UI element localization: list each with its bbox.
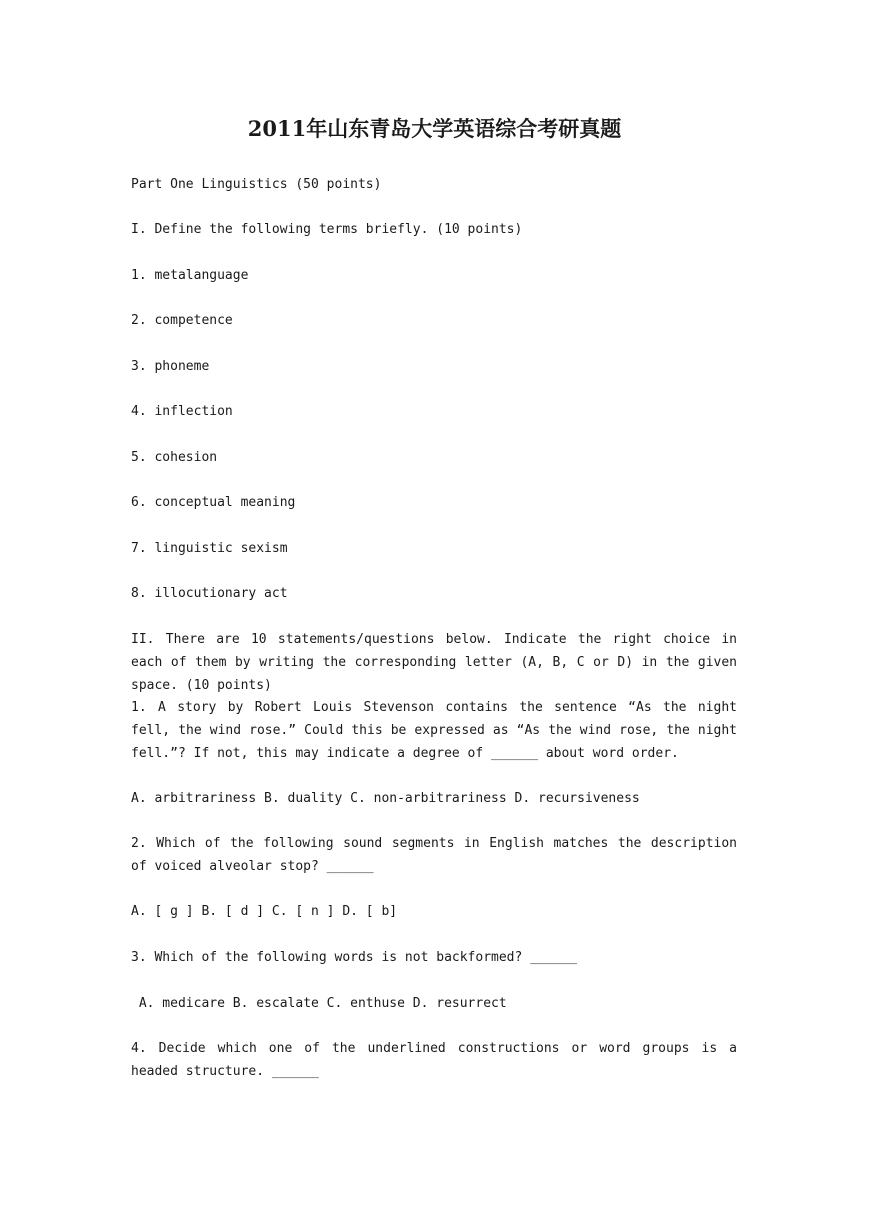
term-item: 2. competence (131, 313, 233, 328)
section-heading: II. There are 10 statements/questions below. Indicate the right choice in each of them by writing the corresponding letter (A, B, C or D) in the given space. (10 points) (131, 632, 737, 693)
part-heading: Part One Linguistics (50 points) (131, 177, 382, 192)
term-item: 8. illocutionary act (131, 586, 288, 601)
term-item: 6. conceptual meaning (131, 495, 296, 510)
term-item: 1. metalanguage (131, 268, 249, 283)
term-item: 3. phoneme (131, 359, 210, 374)
term-item: 7. linguistic sexism (131, 541, 288, 556)
question-options: A. arbitrariness B. duality C. non-arbitrariness D. recursiveness (131, 791, 640, 806)
section-heading: I. Define the following terms briefly. (10 points) (131, 222, 523, 237)
term-item: 5. cohesion (131, 450, 218, 465)
page-title: 2011年山东青岛大学英语综合考研真题 (247, 116, 622, 141)
question-stem: 2. Which of the following sound segments in English matches the description of voiced alveolar stop? ______ (131, 836, 737, 874)
question-stem: 1. A story by Robert Louis Stevenson contains the sentence “As the night fell, the wind rose.” Could this be expressed as “As the wind rose, the night fell.”? If not, this may indicate a degree of ______ about word order. (131, 700, 737, 761)
question-stem: 4. Decide which one of the underlined constructions or word groups is a headed structure. ______ (131, 1041, 737, 1079)
term-item: 4. inflection (131, 404, 233, 419)
question-options: A. medicare B. escalate C. enthuse D. resurrect (131, 996, 507, 1011)
question-options: A. [ g ] B. [ d ] C. [ n ] D. [ b] (131, 904, 398, 919)
question-stem: 3. Which of the following words is not backformed? ______ (131, 950, 578, 965)
